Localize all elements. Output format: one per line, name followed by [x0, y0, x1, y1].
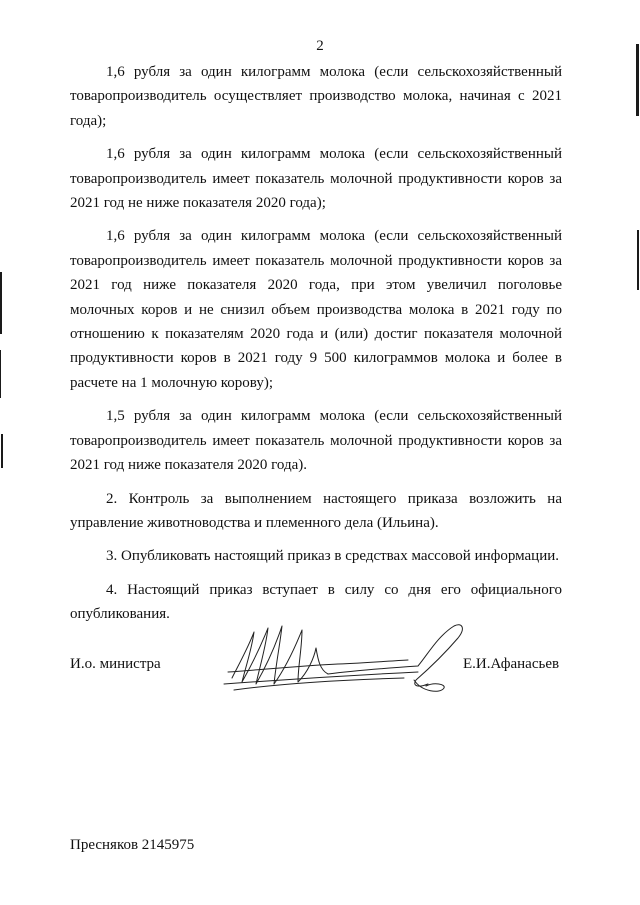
executor-contact: Пресняков 2145975	[70, 837, 195, 853]
paragraph-control: 2. Контроль за выполнением настоящего приказа возложить на управление животноводства и племенного дела (Ильина).	[70, 490, 562, 531]
page-number: 2	[316, 38, 324, 54]
scan-edge-mark	[0, 272, 2, 334]
signatory-name: Е.И.Афанасьев	[463, 656, 560, 672]
paragraph-subsidy-rate-3: 1,6 рубля за один килограмм молока (если сельскохозяйственный товаропроизводитель имеет показатель молочной продуктивности коров за 2021 год ниже показателя 2020 года, при этом увеличил поголовье молочных коров и не снизил объем производства молока в 2021 году по отношению к показателям 2020 года и (или) достиг показателя молочной продуктивности коров в 2021 году 9 500 килограммов молока и более в расчете на 1 молочную корову);	[70, 228, 562, 391]
paragraph-subsidy-rate-2: 1,6 рубля за один килограмм молока (если сельскохозяйственный товаропроизводитель имеет показатель молочной продуктивности коров за 2021 год не ниже показателя 2020 года);	[70, 146, 562, 212]
paragraph-subsidy-rate-4: 1,5 рубля за один килограмм молока (если сельскохозяйственный товаропроизводитель имеет показатель молочной продуктивности коров за 2021 год ниже показателя 2020 года).	[70, 408, 562, 474]
scan-edge-mark	[637, 230, 639, 290]
scan-edge-mark	[1, 434, 3, 468]
signatory-role: И.о. министра	[70, 656, 161, 672]
handwritten-signature	[218, 614, 468, 698]
scan-edge-mark	[636, 44, 639, 116]
scan-edge-mark	[0, 350, 1, 398]
paragraph-effective: 4. Настоящий приказ вступает в силу со дня его официального опубликования.	[70, 581, 562, 623]
paragraph-publish: 3. Опубликовать настоящий приказ в средствах массовой информации.	[106, 548, 560, 565]
document-body	[70, 60, 562, 636]
paragraph-subsidy-rate-1: 1,6 рубля за один килограмм молока (если сельскохозяйственный товаропроизводитель осуществляет производство молока, начиная с 2021 года);	[70, 64, 562, 129]
